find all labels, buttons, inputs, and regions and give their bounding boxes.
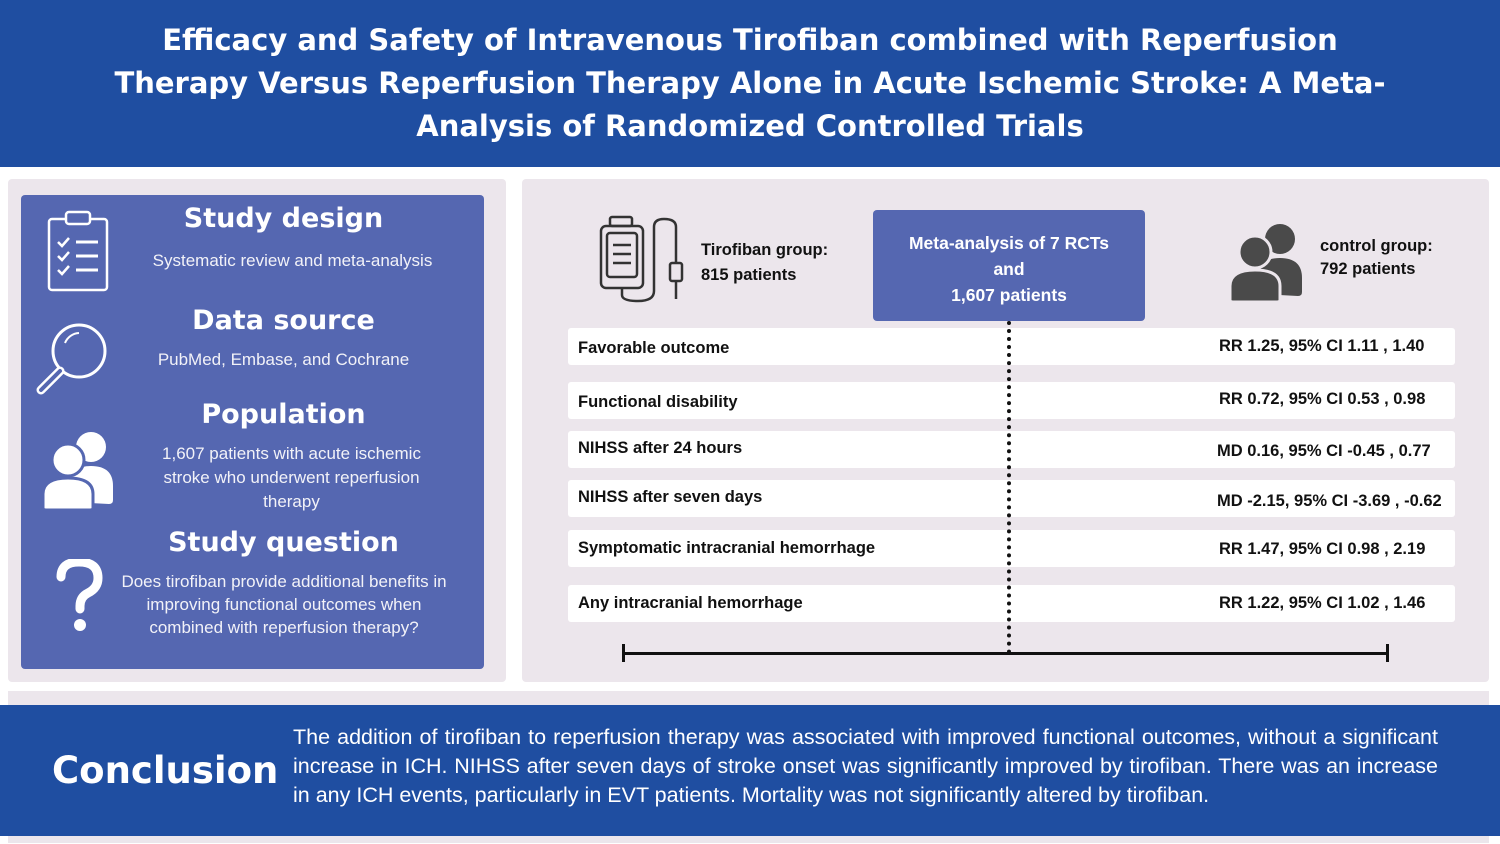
data-source-text: PubMed, Embase, and Cochrane [157, 350, 410, 369]
tirofiban-group-title: Tirofiban group: [701, 241, 829, 259]
control-group-title: control group: [1320, 237, 1433, 255]
population-title: Population [201, 399, 366, 430]
outcome-row [568, 530, 1455, 567]
outcome-label: NIHSS after 24 hours [578, 439, 743, 457]
outcome-row [568, 585, 1455, 622]
study-question-title: Study question [168, 527, 399, 558]
meta-analysis-box [873, 210, 1145, 321]
meta-analysis-line3: 1,607 patients [951, 285, 1067, 305]
axis-tick-right [1386, 644, 1389, 662]
outcome-value: RR 1.22, 95% CI 1.02 , 1.46 [1219, 594, 1426, 612]
forest-axis [624, 652, 1388, 655]
outcome-value: MD 0.16, 95% CI -0.45 , 0.77 [1217, 442, 1431, 460]
tirofiban-group-count: 815 patients [701, 266, 797, 284]
clipboard-checklist-icon [46, 209, 110, 293]
outcome-label: NIHSS after seven days [578, 488, 763, 506]
outcome-value: RR 0.72, 95% CI 0.53 , 0.98 [1219, 390, 1426, 408]
outcome-row [568, 431, 1455, 468]
control-group-label [1320, 235, 1433, 281]
axis-tick-left [622, 644, 625, 662]
outcome-value: MD -2.15, 95% CI -3.69 , -0.62 [1217, 492, 1442, 510]
magnifier-icon [35, 317, 115, 397]
people-icon [1228, 222, 1306, 304]
outcome-label: Any intracranial hemorrhage [578, 594, 803, 612]
outcome-value: RR 1.25, 95% CI 1.11 , 1.40 [1219, 337, 1425, 355]
conclusion-text: The addition of tirofiban to reperfusion therapy was associated with improved functional outcomes, without a significant increase in ICH. NIHSS after seven days of stroke onset was significantly improved by tirofiban. There was an increase in any ICH events, particularly in EVT patients. Mortality was not significantly altered by tirofiban. [293, 725, 1438, 807]
outcome-label: Favorable outcome [578, 339, 730, 357]
outcome-value: RR 1.47, 95% CI 0.98 , 2.19 [1219, 540, 1426, 558]
outcome-label: Functional disability [578, 393, 738, 411]
tirofiban-group-label [701, 238, 828, 288]
outcome-label: Symptomatic intracranial hemorrhage [578, 539, 876, 557]
page-title: Efficacy and Safety of Intravenous Tirofiban combined with Reperfusion Therapy Versus Reperfusion Therapy Alone in Acute Ischemic Stroke: A Meta-Analysis of Randomized Controlled Trials [114, 23, 1386, 143]
people-icon [41, 430, 117, 512]
data-source-title: Data source [192, 305, 375, 336]
study-question-text: Does tirofiban provide additional benefits in improving functional outcomes when combined with reperfusion therapy? [121, 572, 447, 637]
meta-analysis-line1: Meta-analysis of 7 RCTs [908, 233, 1109, 253]
header-banner [0, 0, 1500, 167]
control-group-count: 792 patients [1320, 260, 1416, 278]
question-mark-icon [55, 559, 103, 635]
study-info-card [21, 195, 484, 669]
outcome-row [568, 382, 1455, 419]
iv-bag-icon [598, 215, 690, 303]
study-design-title: Study design [183, 203, 384, 234]
meta-analysis-line2: and [993, 259, 1025, 279]
null-effect-line [1007, 321, 1011, 654]
conclusion-title: Conclusion [52, 749, 279, 792]
population-text: 1,607 patients with acute ischemic stroke who underwent reperfusion therapy [162, 444, 421, 511]
outcome-row [568, 480, 1455, 517]
outcome-row [568, 328, 1455, 365]
study-design-text: Systematic review and meta-analysis [152, 251, 433, 270]
conclusion-banner [0, 705, 1500, 836]
